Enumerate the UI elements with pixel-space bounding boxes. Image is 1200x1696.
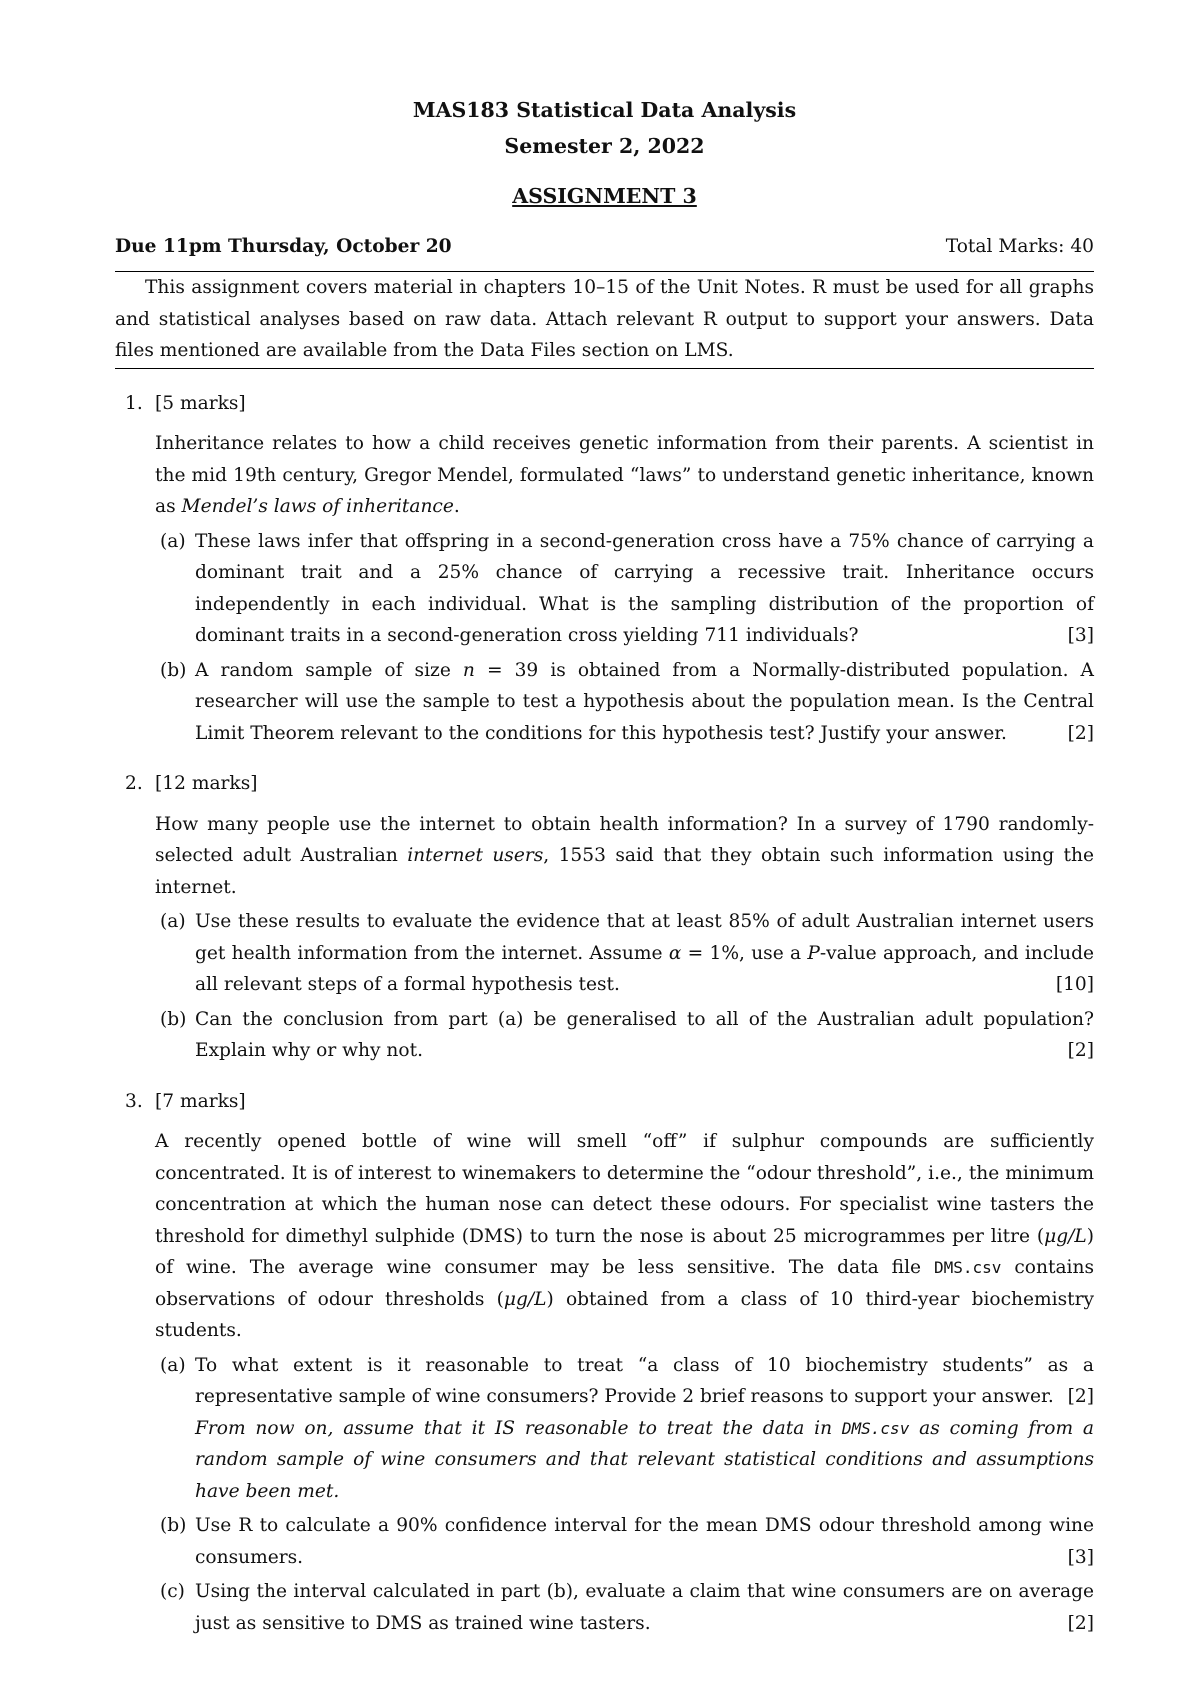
part-a	[155, 906, 1094, 1001]
question-marks: [12 marks]	[155, 773, 258, 794]
part-b	[155, 655, 1094, 750]
question-marks: [5 marks]	[155, 392, 246, 414]
part-text: = 39 is obtained from a Normally-distributed population. A researcher will use the sample to test a hypothesis about the population mean. Is the Central Limit Theorem relevant to the conditions for this hypothesis test? Justify your answer.	[195, 659, 1094, 744]
part-b	[155, 1004, 1094, 1067]
body-text-end: .	[453, 496, 460, 517]
part-label: (a)	[160, 530, 186, 552]
part-label: (b)	[160, 659, 187, 681]
part-text: Use R to calculate a 90% confidence interval for the mean DMS odour threshold among wine consumers.	[195, 1515, 1094, 1568]
part-label: (a)	[160, 911, 186, 932]
body-text: How many people use the internet to obtain health information? In a survey of 1790 randomly-selected adult Australian	[155, 813, 1094, 866]
question-number: 2.	[125, 773, 143, 794]
math-variable: n	[462, 659, 475, 681]
part-label: (c)	[160, 1581, 185, 1602]
part-text: -value approach, and include all relevant steps of a formal hypothesis test.	[195, 942, 1095, 995]
math-p: P	[807, 942, 820, 964]
part-marks: [2]	[1067, 1612, 1094, 1634]
total-marks: Total Marks: 40	[945, 236, 1094, 257]
body-italic: Mendel’s laws of inheritance	[181, 496, 454, 517]
data-file-name: DMS.csv	[841, 1418, 910, 1438]
question-number: 1.	[125, 392, 143, 414]
due-date: Due 11pm Thursday, October 20	[115, 236, 452, 257]
unit-text: μg/L	[1044, 1225, 1087, 1247]
due-line	[115, 233, 1094, 261]
part-text: To what extent is it reasonable to treat “a class of 10 biochemistry students” as a representative sample of wine consumers? Provide 2 brief reasons to support your answer.	[195, 1354, 1094, 1407]
body-text-end: , 1553 said that they obtain such information using the internet.	[155, 845, 1094, 898]
part-label: (b)	[160, 1008, 187, 1030]
part-b	[155, 1510, 1094, 1573]
part-text: These laws infer that offspring in a second-generation cross have a 75% chance of carrying a dominant trait and a 25% chance of carrying a recessive trait. Inheritance occurs independently in each individual. What is the sampling distribution of the proportion of dominant traits in a second-generation cross yielding 711 individuals?	[195, 530, 1094, 646]
body-text: ) of wine. The average wine consumer may be less sensitive. The data file	[155, 1225, 1094, 1278]
question-body	[155, 809, 1094, 904]
part-marks: [3]	[1067, 625, 1094, 646]
body-italic: internet users	[407, 845, 544, 866]
math-alpha: α	[668, 942, 682, 964]
question-1	[115, 388, 1094, 750]
body-text: A recently opened bottle of wine will smell “off” if sulphur compounds are sufficiently concentrated. It is of interest to winemakers to determine the “odour threshold”, i.e., the minimum concentration at which the human nose can detect these odours. For specialist wine tasters the threshold for dimethyl sulphide (DMS) to turn the nose is about 25 microgrammes per litre (	[155, 1131, 1094, 1247]
assumption-note	[195, 1413, 1094, 1508]
course-title: MAS183 Statistical Data Analysis	[412, 98, 797, 122]
semester: Semester 2, 2022	[504, 134, 705, 158]
part-marks: [3]	[1067, 1546, 1094, 1568]
part-text: Can the conclusion from part (a) be generalised to all of the Australian adult population? Explain why or why not.	[195, 1008, 1094, 1061]
question-number: 3.	[125, 1090, 143, 1112]
part-marks: [2]	[1067, 1386, 1094, 1407]
question-body	[155, 1126, 1094, 1347]
note-text: as coming from a random sample of wine consumers and that relevant statistical conditions and assumptions have been met.	[195, 1417, 1094, 1502]
note-text: From now on, assume that it IS reasonable to treat the data in	[195, 1417, 842, 1439]
question-2	[115, 768, 1094, 1067]
body-text: contains observations of odour thresholds (	[155, 1257, 1094, 1310]
data-file-name: DMS.csv	[933, 1258, 1002, 1277]
part-text: A random sample of size	[195, 659, 463, 681]
part-text: Using the interval calculated in part (b), evaluate a claim that wine consumers are on average just as sensitive to DMS as trained wine tasters.	[195, 1581, 1094, 1634]
part-text: Use these results to evaluate the evidence that at least 85% of adult Australian internet users get health information from the internet. Assume	[195, 911, 1094, 964]
body-text: Inheritance relates to how a child receives genetic information from their parents. A scientist in the mid 19th century, Gregor Mendel, formulated “laws” to understand genetic inheritance, known as	[155, 433, 1094, 517]
part-label: (a)	[160, 1354, 186, 1376]
part-marks: [2]	[1067, 722, 1094, 744]
question-marks: [7 marks]	[155, 1090, 246, 1112]
question-body	[155, 428, 1094, 523]
part-marks: [2]	[1067, 1040, 1094, 1061]
intro-paragraph: This assignment covers material in chapters 10–15 of the Unit Notes. R must be used for all graphs and statistical analyses based on raw data. Attach relevant R output to support your answers. Data files mentioned are available from the Data Files section on LMS.	[115, 271, 1094, 369]
part-a	[155, 526, 1094, 652]
question-3	[115, 1086, 1094, 1640]
part-label: (b)	[160, 1515, 187, 1536]
assignment-title: ASSIGNMENT 3	[512, 184, 697, 208]
assignment-page	[115, 96, 1094, 1639]
body-text: ) obtained from a class of 10 third-year biochemistry students.	[155, 1288, 1094, 1341]
unit-text: μg/L	[503, 1288, 547, 1310]
part-c	[155, 1576, 1094, 1639]
part-a	[155, 1350, 1094, 1508]
part-text: = 1%, use a	[681, 942, 808, 964]
part-marks: [10]	[1055, 974, 1094, 995]
